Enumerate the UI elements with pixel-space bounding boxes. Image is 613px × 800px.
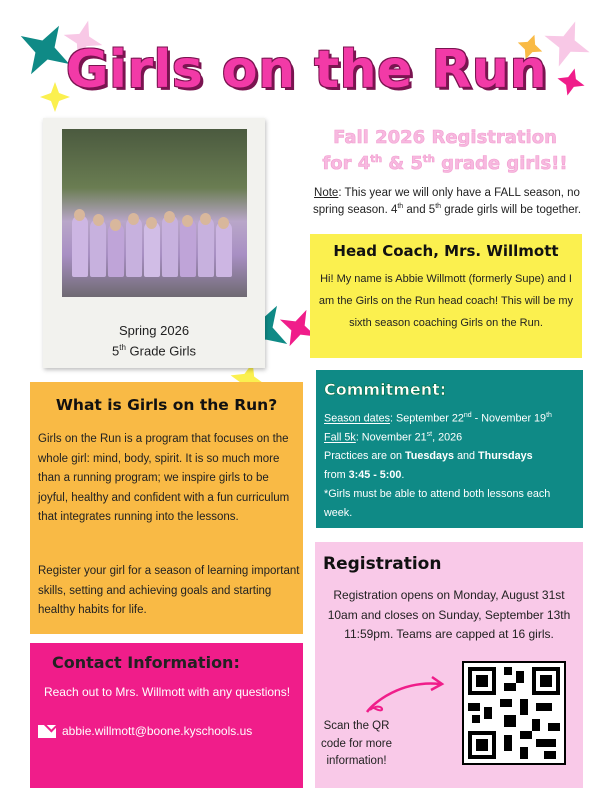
contact-body: Reach out to Mrs. Willmott with any questions!	[43, 685, 291, 699]
email-address[interactable]: abbie.willmott@boone.kyschools.us	[62, 724, 253, 738]
season-dates: Season dates: September 22nd - November 19th	[324, 412, 552, 425]
practice-time: from 3:45 - 5:00.	[324, 469, 405, 481]
head-coach-box	[310, 234, 582, 358]
scan-qr-text: Scan the QR code for more information!	[321, 720, 392, 767]
practice-days: Practices are on Tuesdays and Thursdays	[324, 450, 533, 462]
commitment-box	[316, 370, 583, 528]
what-is-box	[30, 382, 303, 634]
commitment-heading: Commitment:	[324, 380, 447, 399]
contact-heading: Contact Information:	[52, 653, 240, 672]
mail-icon	[38, 725, 56, 738]
email-line[interactable]	[38, 724, 298, 744]
coach-heading: Head Coach, Mrs. Willmott	[333, 242, 559, 260]
registration-body: Registration opens on Monday, August 31st 10am and closes on Sunday, September 13th 11:59pm. Teams are capped at 16 girls.	[327, 588, 571, 641]
what-paragraph-1: Girls on the Run is a program that focuses on the whole girl: mind, body, spirit. It is so much more than a running program; we inspire girls to be joyful, healthy and confident with a fun curriculum that integrates running into the lessons.	[38, 433, 290, 523]
attendance-note: *Girls must be able to attend both lessons each week.	[324, 488, 551, 519]
page-title: Girls on the Run	[65, 40, 548, 100]
arrow-icon	[362, 672, 452, 722]
contact-box	[30, 643, 303, 788]
what-paragraph-2: Register your girl for a season of learning important skills, setting and achieving goals and starting healthy habits for life.	[38, 565, 300, 616]
coach-body: Hi! My name is Abbie Willmott (formerly Supe) and I am the Girls on the Run head coach! This will be my sixth season coaching Girls on the Run.	[318, 273, 574, 329]
team-photo	[62, 129, 247, 297]
registration-heading: Fall 2026 Registration for 4th & 5th grade girls!!	[322, 127, 568, 174]
photo-caption: Spring 2026 5th Grade Girls	[112, 323, 196, 359]
qr-code-icon	[464, 663, 564, 763]
fall-5k-date: Fall 5k: November 21st, 2026	[324, 431, 463, 444]
qr-code[interactable]	[462, 661, 566, 765]
season-note: Note: This year we will only have a FALL season, no spring season. 4th and 5th grade girls will be together.	[312, 187, 582, 216]
what-heading: What is Girls on the Run?	[55, 396, 278, 414]
registration-title: Registration	[323, 554, 442, 574]
